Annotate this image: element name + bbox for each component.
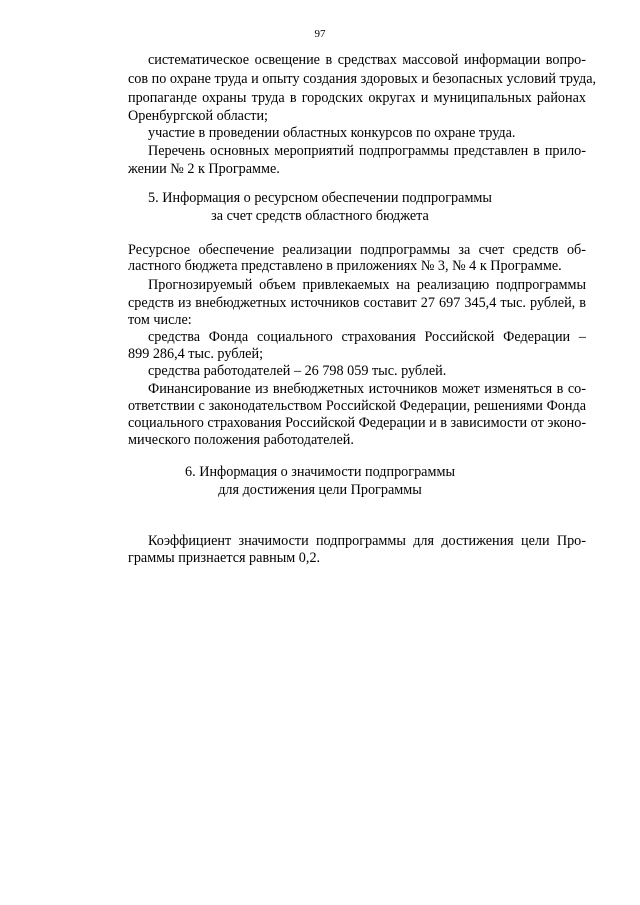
text-line: Ресурсное обеспечение реализации подпрограммы за счет средств об- — [128, 242, 586, 258]
text-line: сов по охране труда и опыту создания здоровых и безопасных условий труда, — [128, 71, 597, 87]
text-line: 899 286,4 тыс. рублей; — [128, 346, 264, 362]
section-heading: 6. Информация о значимости подпрограммы — [185, 464, 455, 480]
text-line: мического положения работодателей. — [128, 432, 354, 448]
text-line: Перечень основных мероприятий подпрограммы представлен в прило- — [148, 143, 586, 159]
text-line: участие в проведении областных конкурсов по охране труда. — [148, 125, 516, 141]
text-line: средства работодателей – 26 798 059 тыс. рублей. — [148, 363, 447, 379]
text-line: средства Фонда социального страхования Российской Федерации – — [148, 329, 586, 345]
section-heading: за счет средств областного бюджета — [211, 208, 429, 224]
text-line: Прогнозируемый объем привлекаемых на реализацию подпрограммы — [148, 277, 586, 293]
section-heading: 5. Информация о ресурсном обеспечении подпрограммы — [148, 190, 492, 206]
text-line: ответствии с законодательством Российской Федерации, решениями Фонда — [128, 398, 586, 414]
text-line: граммы признается равным 0,2. — [128, 550, 321, 566]
text-line: жении № 2 к Программе. — [128, 161, 280, 177]
text-line: пропаганде охраны труда в городских округах и муниципальных районах — [128, 90, 586, 106]
text-line: социального страхования Российской Федерации и в зависимости от эконо- — [128, 415, 587, 431]
text-line: том числе: — [128, 312, 192, 328]
page-number: 97 — [314, 28, 326, 40]
section-heading: для достижения цели Программы — [218, 482, 422, 498]
text-line: Финансирование из внебюджетных источников может изменяться в со- — [148, 381, 586, 397]
text-line: средств из внебюджетных источников составит 27 697 345,4 тыс. рублей, в — [128, 295, 586, 311]
text-line: Коэффициент значимости подпрограммы для достижения цели Про- — [148, 533, 586, 549]
text-line: систематическое освещение в средствах массовой информации вопро- — [148, 52, 586, 68]
text-line: Оренбургской области; — [128, 108, 268, 124]
text-line: ластного бюджета представлено в приложениях № 3, № 4 к Программе. — [128, 258, 562, 274]
